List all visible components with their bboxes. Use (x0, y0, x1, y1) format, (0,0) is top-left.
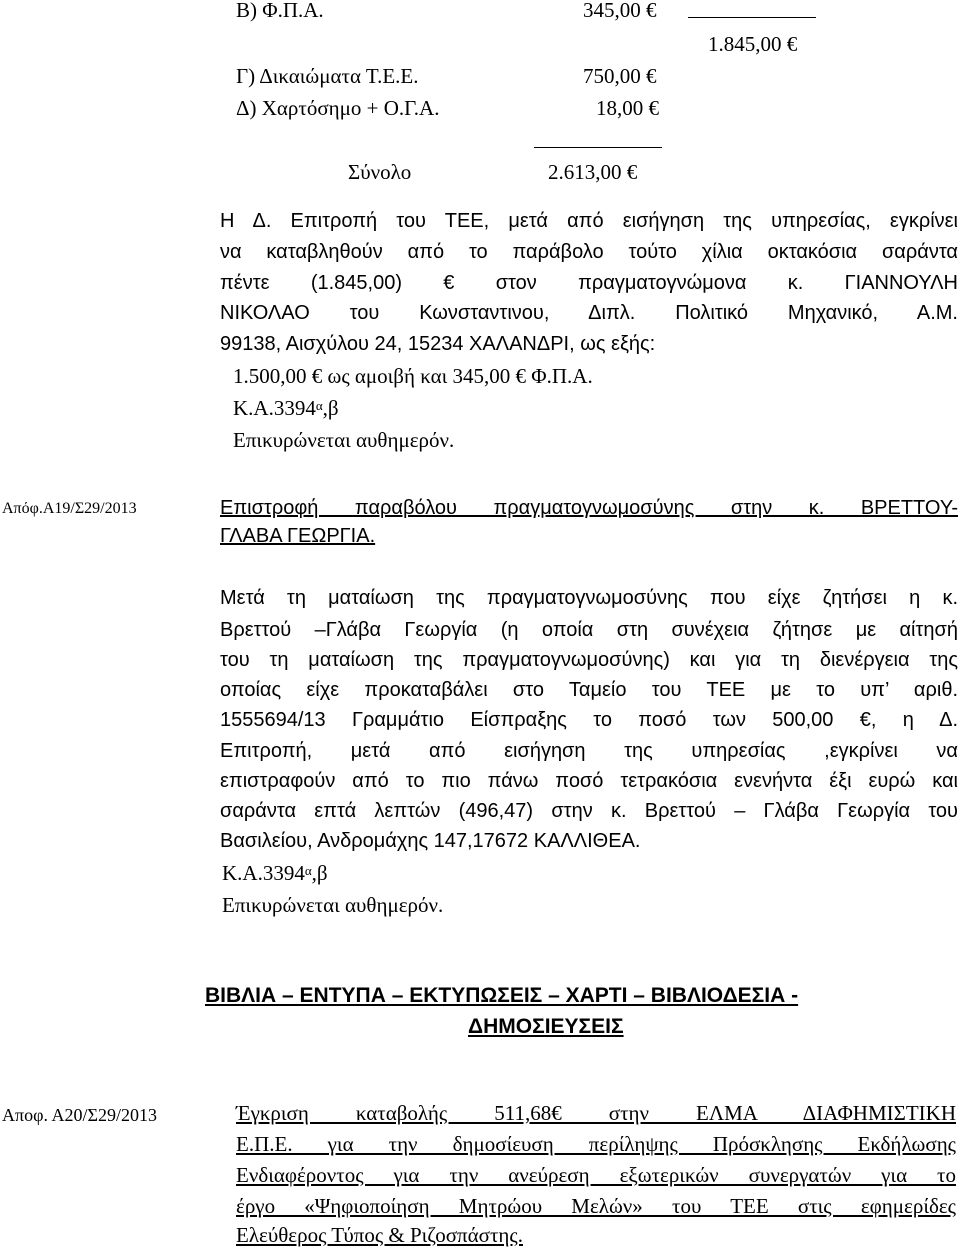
ratified-note: Επικυρώνεται αυθημερόν. (222, 893, 444, 917)
fee-b-label: Β) Φ.Π.Α. (236, 0, 324, 22)
decision-a20-line-last: Ελεύθερος Τύπος & Ριζοσπάστης. (236, 1223, 523, 1247)
budget-code-tail: ,β (311, 861, 328, 885)
budget-code-main: Κ.Α.3394 (233, 396, 316, 420)
decision-subject-cont: ΓΛΑΒΑ ΓΕΩΡΓΙΑ. (220, 525, 376, 547)
decision-intro: Μετά τη ματαίωση της πραγματογνωμοσύνης που είχε ζητήσει η κ. (220, 587, 958, 609)
decision-a20-line: Ε.Π.Ε. για την δημοσίευση περίληψης Πρόσκλησης Εκδήλωσης (236, 1132, 956, 1156)
budget-code-sup: α (315, 398, 323, 413)
decision-text-line: ΝΙΚΟΛΑΟ του Κωνσταντινου, Διπλ. Πολιτικό Μηχανικό, Α.Μ. (220, 302, 958, 324)
decision-text-line: 99138, Αισχύλου 24, 15234 ΧΑΛΑΝΔΡΙ, ως εξής: (220, 333, 656, 355)
body-line: 1555694/13 Γραμμάτιο Είσπραξης το ποσό των 500,00 €, η Δ. (220, 709, 958, 731)
section-heading-cont: ΔΗΜΟΣΙΕΥΣΕΙΣ (468, 1015, 624, 1038)
section-heading: ΒΙΒΛΙΑ – ΕΝΤΥΠΑ – ΕΚΤΥΠΩΣΕΙΣ – ΧΑΡΤΙ – ΒΙΒΛΙΟΔΕΣΙΑ - (205, 984, 799, 1007)
decision-a20-line: Ενδιαφέροντος για την ανεύρεση εξωτερικών συνεργατών για το (236, 1163, 956, 1187)
decision-a20-line: έργο «Ψηφιοποίηση Μητρώου Μελών» του ΤΕΕ στις εφημερίδες (236, 1194, 956, 1218)
subtotal-rule (688, 17, 816, 18)
decision-ref: Αποφ. Α20/Σ29/2013 (2, 1105, 157, 1125)
total-rule (534, 147, 662, 148)
body-line: του τη ματαίωση της πραγματογνωμοσύνης) και για τη διενέργεια της (220, 649, 958, 671)
body-line: σαράντα επτά λεπτών (496,47) στην κ. Βρεττού – Γλάβα Γεωργία του (220, 800, 958, 822)
fee-d-label: Δ) Χαρτόσημο + Ο.Γ.Α. (236, 96, 440, 120)
budget-code-main: Κ.Α.3394 (222, 861, 305, 885)
decision-subject: Επιστροφή παραβόλου πραγματογνωμοσύνης στην κ. ΒΡΕΤΤΟΥ- (220, 497, 958, 519)
decision-text-line: Η Δ. Επιτροπή του ΤΕΕ, μετά από εισήγηση της υπηρεσίας, εγκρίνει (220, 210, 958, 232)
ratified-note: Επικυρώνεται αυθημερόν. (233, 428, 455, 452)
fee-b-amount: 345,00 € (583, 0, 657, 22)
body-line: Επιτροπή, μετά από εισήγηση της υπηρεσίας ,εγκρίνει να (220, 740, 958, 762)
budget-code-tail: ,β (322, 396, 339, 420)
fee-total-amount: 2.613,00 € (548, 160, 638, 184)
body-line: οποίας είχε προκαταβάλει στο Ταμείο του ΤΕΕ με το υπ’ αριθ. (220, 679, 958, 701)
body-line: Βρεττού –Γλάβα Γεωργία (η οποία στη συνέχεια ζήτησε με αίτησή (220, 619, 958, 641)
body-line-last: Βασιλείου, Ανδρομάχης 147,17672 ΚΑΛΛΙΘΕΑ. (220, 830, 641, 852)
body-line: επιστραφούν από το πιο πάνω ποσό τετρακόσια ενενήντα έξι ευρώ και (220, 770, 958, 792)
decision-text-line: πέντε (1.845,00) € στον πραγματογνώμονα κ. ΓΙΑΝΝΟΥΛΗ (220, 272, 958, 294)
fee-c-amount: 750,00 € (583, 64, 657, 88)
fee-c-label: Γ) Δικαιώματα Τ.Ε.Ε. (236, 64, 419, 88)
budget-code (222, 859, 328, 888)
payment-breakdown: 1.500,00 € ως αμοιβή και 345,00 € Φ.Π.Α. (233, 364, 593, 388)
budget-code (233, 394, 339, 423)
decision-text-line: να καταβληθούν από το παράβολο τούτο χίλια οκτακόσια σαράντα (220, 241, 958, 263)
decision-ref: Απόφ.Α19/Σ29/2013 (2, 500, 137, 517)
budget-code-sup: α (304, 863, 312, 878)
decision-a20-line: Έγκριση καταβολής 511,68€ στην ΕΛΜΑ ΔΙΑΦΗΜΙΣΤΙΚΗ (236, 1101, 956, 1125)
fee-d-amount: 18,00 € (596, 96, 659, 120)
fee-total-label: Σύνολο (348, 160, 412, 184)
fee-subtotal-amount: 1.845,00 € (708, 32, 798, 56)
